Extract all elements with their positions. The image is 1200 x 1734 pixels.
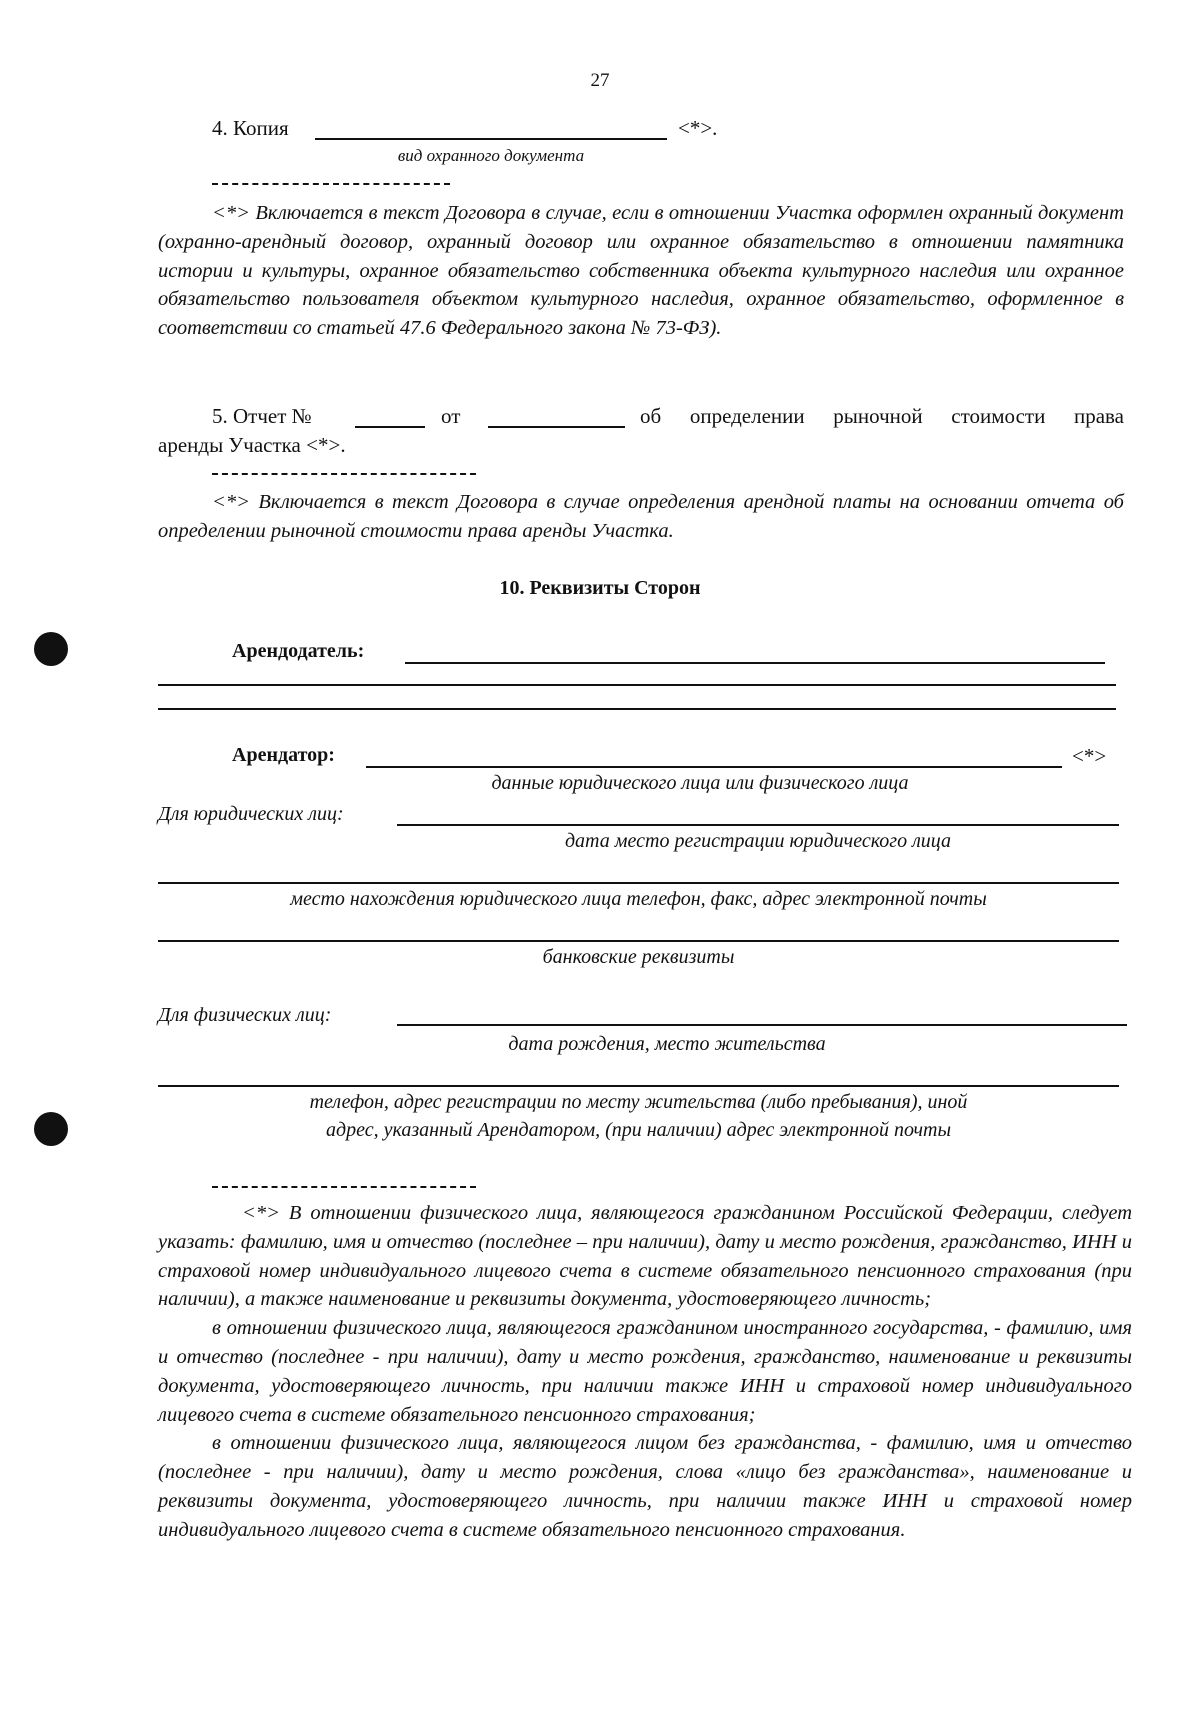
landlord-line-1	[405, 662, 1105, 664]
item5-text: об определении рыночной стоимости права	[640, 404, 1124, 428]
item4-label: 4. Копия	[212, 116, 289, 140]
item5-label: 5. Отчет №	[212, 404, 312, 428]
landlord-line-3	[158, 708, 1116, 710]
item4-blank-line	[315, 138, 667, 140]
item5-line2: аренды Участка <*>.	[158, 433, 346, 457]
legal-line-3	[158, 940, 1119, 942]
legal-caption-3: банковские реквизиты	[542, 946, 735, 968]
footnote-3-para-1: <*> В отношении физического лица, являющегося гражданином Российской Федерации, следует указать: фамилию, имя и отчество (последнее – при наличии), дату и место рождения, гражданство, ИНН и страховой номер индивидуального лицевого счета в системе обязательного пенсионного страхования (при наличии), а также наименование и реквизиты документа, удостоверяющего личность;	[158, 1202, 1132, 1311]
punch-hole-top	[34, 632, 68, 666]
legal-line-2	[158, 882, 1119, 884]
landlord-line-2	[158, 684, 1116, 686]
page-number: 27	[590, 70, 610, 91]
tenant-line	[366, 766, 1062, 768]
landlord-label: Арендодатель:	[232, 640, 365, 662]
item4-suffix: <*>.	[678, 116, 718, 140]
footnote-3-para-3: в отношении физического лица, являющегося лицом без гражданства, - фамилию, имя и отчество (последнее - при наличии), дату и место рождения, слова «лицо без гражданства», наименование и реквизиты документа, удостоверяющего личность, при наличии также ИНН и страховой номер индивидуального лицевого счета в системе обязательного пенсионного страхования.	[158, 1432, 1132, 1541]
tenant-label: Арендатор:	[232, 744, 335, 766]
footnote-1: <*> Включается в текст Договора в случае, если в отношении Участка оформлен охранный документ (охранно-арендный договор, охранный договор или охранное обязательство в отношении памятника истории и культуры, охранное обязательство собственника объекта культурного наследия или охранное обязательство пользователя объектом культурного наследия, охранное обязательство, оформленное в соответствии со статьей 47.6 Федерального закона № 73-ФЗ).	[158, 202, 1124, 340]
individual-label: Для физических лиц:	[158, 1004, 332, 1026]
legal-caption-1: дата место регистрации юридического лица	[564, 830, 952, 852]
individual-caption-2b: адрес, указанный Арендатором, (при наличии) адрес электронной почты	[325, 1119, 952, 1141]
legal-line-1	[397, 824, 1119, 826]
punch-hole-bottom	[34, 1112, 68, 1146]
tenant-suffix: <*>	[1072, 744, 1107, 768]
item4-caption: вид охранного документа	[397, 146, 585, 165]
individual-caption-2a: телефон, адрес регистрации по месту жительства (либо пребывания), иной	[309, 1091, 968, 1113]
footnote-3	[158, 1199, 1132, 1545]
individual-caption-1: дата рождения, место жительства	[508, 1033, 826, 1055]
separator-3	[212, 1186, 476, 1188]
footnote-3-para-2: в отношении физического лица, являющегося гражданином иностранного государства, - фамилию, имя и отчество (последнее - при наличии), дату и место рождения, гражданство, наименование и реквизиты документа, удостоверяющего личность, при наличии также ИНН и страховой номер индивидуального лицевого счета в системе обязательного пенсионного страхования;	[158, 1317, 1132, 1426]
item5-from: от	[441, 404, 461, 428]
section-title: 10. Реквизиты Сторон	[499, 577, 701, 599]
separator-1	[212, 183, 450, 185]
footnote-2: <*> Включается в текст Договора в случае определения арендной платы на основании отчета об определении рыночной стоимости права аренды Участка.	[158, 491, 1124, 542]
individual-line-1	[397, 1024, 1127, 1026]
item5-number-line	[355, 426, 425, 428]
legal-caption-2: место нахождения юридического лица телефон, факс, адрес электронной почты	[290, 888, 987, 910]
individual-line-2	[158, 1085, 1119, 1087]
tenant-caption: данные юридического лица или физического лица	[491, 772, 909, 794]
legal-label: Для юридических лиц:	[158, 803, 344, 825]
item5-date-line	[488, 426, 625, 428]
separator-2	[212, 473, 476, 475]
